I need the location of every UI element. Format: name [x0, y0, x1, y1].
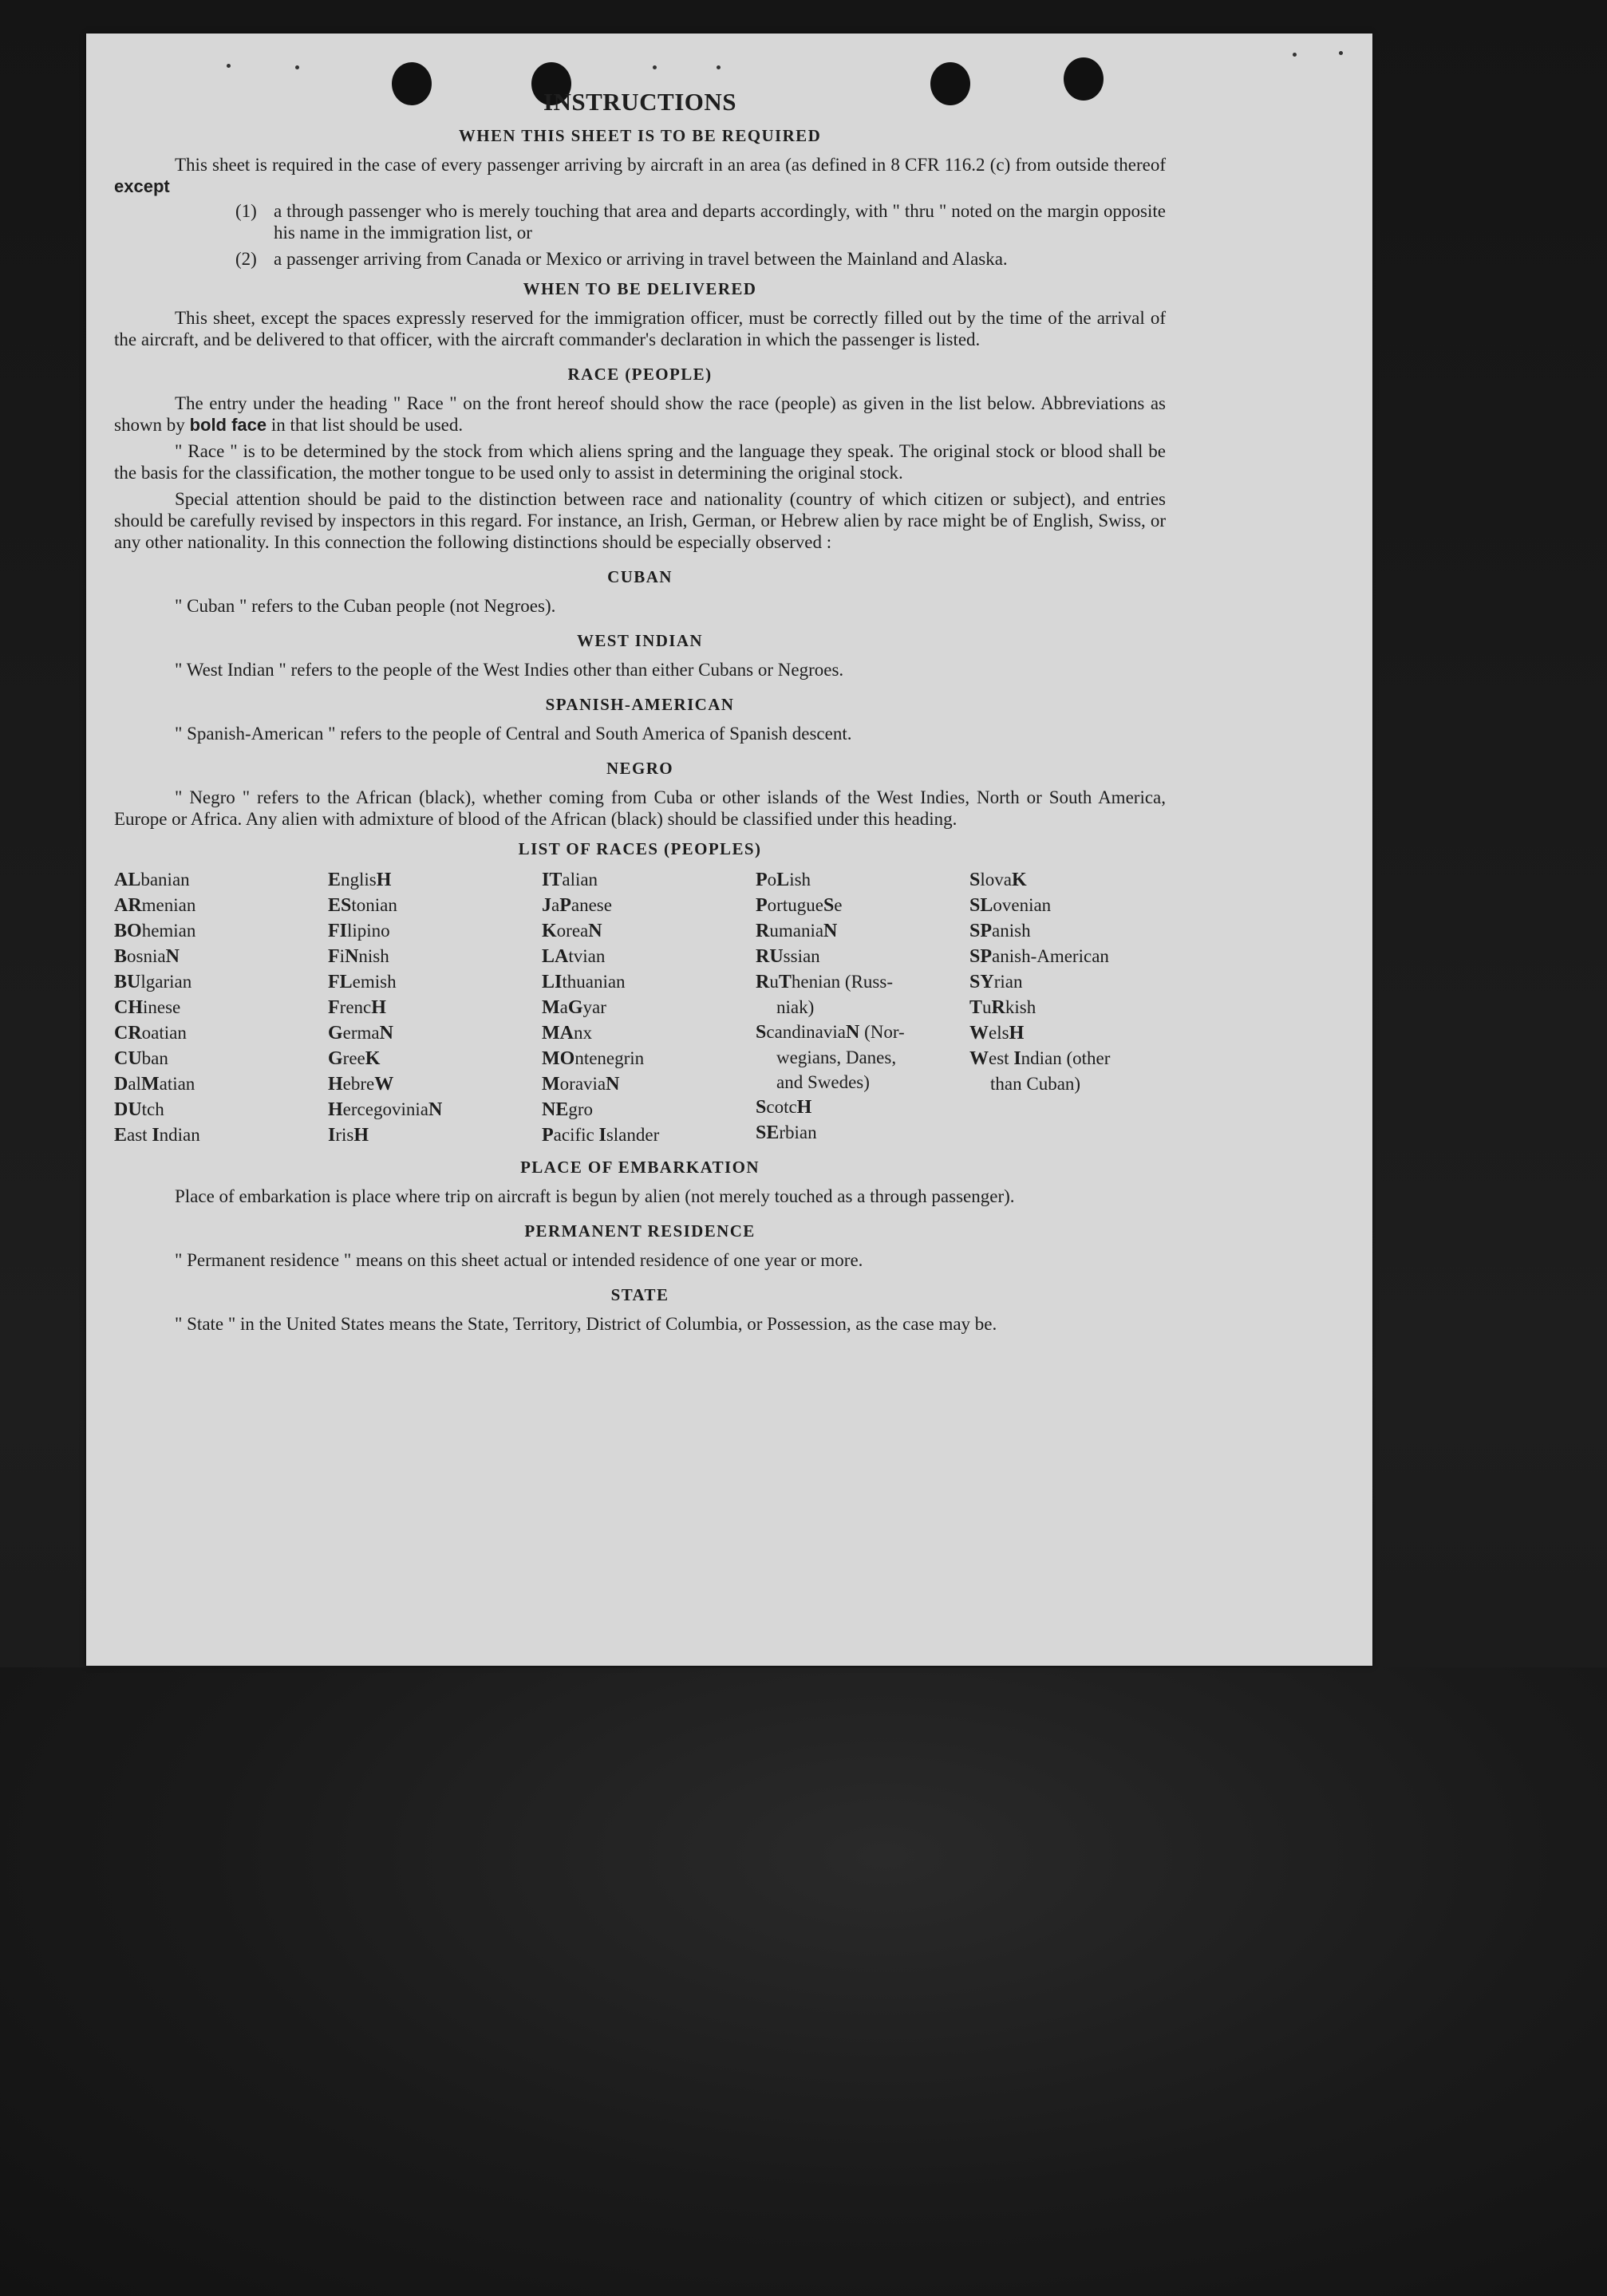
race-entry — [114, 893, 328, 918]
race-abbrev-letters: N — [588, 921, 602, 941]
race-abbrev-letters: S — [823, 895, 835, 916]
race-abbrev-letters: SP — [969, 946, 993, 967]
race-entry — [542, 867, 756, 893]
race-abbrev-letters: K — [1011, 870, 1027, 890]
race-name-part: atian — [159, 1074, 195, 1094]
race-abbrev-letters: CR — [114, 1023, 142, 1043]
race-abbrev-letters: H — [1009, 1023, 1025, 1043]
when-delivered-text: This sheet, except the spaces expressly reserved for the immigration officer, must be correctly filled out by the time of the arrival of the aircraft, and be delivered to that officer, with the aircraft commander's declaration in which the passenger is listed. — [114, 308, 1166, 349]
race-name-part: i — [339, 946, 345, 966]
race-entry — [756, 944, 969, 969]
race-entry — [328, 1046, 542, 1071]
race-entry — [969, 995, 1183, 1020]
race-name-part: lipino — [347, 921, 390, 941]
race-name-part: lova — [980, 870, 1012, 890]
race-name-part: slander — [606, 1125, 660, 1145]
race-name-part: els — [989, 1023, 1009, 1043]
state-text: " State " in the United States means the State, Territory, District of Columbia, or Possession, as the case may be. — [175, 1314, 997, 1334]
race-abbrev-letters: T — [778, 972, 792, 992]
scan-background-lower — [0, 1667, 1607, 2296]
race-entry — [114, 995, 328, 1020]
race-entry — [114, 918, 328, 944]
race-name-part: cotc — [766, 1097, 797, 1117]
heading-place-of-embarkation: PLACE OF EMBARKATION — [520, 1158, 760, 1177]
race-abbrev-letters: I — [328, 1125, 336, 1146]
item-text: a through passenger who is merely touching that area and departs accordingly, with " thru " noted on the margin opposite his name in the immigration list, or — [274, 201, 1166, 243]
race-abbrev-letters: B — [114, 946, 128, 967]
race-entry — [328, 944, 542, 969]
instructions-content — [114, 88, 1166, 1335]
race-abbrev-letters: P — [542, 1125, 554, 1146]
race-name-part: nglis — [341, 870, 377, 890]
race-name-part: orea — [556, 921, 589, 941]
race-name-part: ovenian — [993, 895, 1052, 915]
race-name-part: erma — [342, 1023, 380, 1043]
race-name-part: o — [767, 870, 777, 890]
race-name-part: menian — [141, 895, 196, 915]
race-abbrev-letters: AR — [114, 895, 142, 916]
spanish-american-text: " Spanish-American " refers to the people of Central and South America of Spanish descent. — [175, 724, 852, 744]
race-name-part: ish — [789, 870, 811, 890]
race-abbrev-letters: FI — [328, 921, 347, 941]
race-name-part: ssian — [783, 946, 820, 966]
race-name-part: ndian (other — [1021, 1048, 1111, 1068]
race-paragraph-1 — [114, 393, 1166, 436]
race-entry — [114, 1071, 328, 1097]
bold-face-term: bold face — [189, 415, 267, 435]
race-name-part: anish — [992, 921, 1031, 941]
except-word: except — [114, 176, 170, 196]
race-name-part: ntenegrin — [574, 1048, 645, 1068]
speck-mark — [717, 65, 721, 69]
west-indian-text: " West Indian " refers to the people of the West Indies other than either Cubans or Negroes. — [175, 660, 844, 680]
race-abbrev-letters: CU — [114, 1048, 142, 1069]
race-entry — [114, 1122, 328, 1148]
race-name-part: lgarian — [140, 972, 192, 992]
race-name-part: banian — [140, 870, 190, 890]
race-abbrev-letters: W — [969, 1048, 989, 1069]
race-name-part: acific — [553, 1125, 599, 1145]
race-abbrev-letters: H — [371, 997, 386, 1018]
race-name-part: yar — [582, 997, 606, 1017]
race-entry — [328, 1097, 542, 1122]
race-column — [542, 867, 756, 1148]
race-entry — [969, 918, 1183, 944]
race-name-part: ercegovinia — [342, 1099, 428, 1119]
race-abbrev-letters: G — [567, 997, 583, 1018]
race-entry — [328, 893, 542, 918]
speck-mark — [1339, 51, 1343, 55]
race-name-part: anish-American — [992, 946, 1109, 966]
race-abbrev-letters: H — [796, 1097, 812, 1118]
race-abbrev-letters: NE — [542, 1099, 569, 1120]
race-abbrev-letters: BO — [114, 921, 142, 941]
place-of-embarkation-text: Place of embarkation is place where trip on aircraft is begun by alien (not merely touched as a through passenger). — [175, 1186, 1015, 1206]
race-name-part: candinavia — [766, 1022, 846, 1042]
race-abbrev-letters: P — [559, 895, 571, 916]
race-entry — [969, 969, 1183, 995]
race-column — [969, 867, 1183, 1148]
race-name-part: ndian — [159, 1125, 200, 1145]
race-abbrev-letters: T — [969, 997, 983, 1018]
race-name-part: oatian — [141, 1023, 187, 1043]
race-abbrev-letters: RU — [756, 946, 784, 967]
race-entry — [542, 1071, 756, 1097]
race-entry — [114, 1046, 328, 1071]
race-name-part: est — [989, 1048, 1014, 1068]
race-abbrev-letters: J — [542, 895, 551, 916]
race-abbrev-letters: DU — [114, 1099, 142, 1120]
race-abbrev-letters: SP — [969, 921, 993, 941]
heading-west-indian: WEST INDIAN — [577, 631, 703, 650]
race-entry — [114, 867, 328, 893]
race-name-part: ortugue — [767, 895, 823, 915]
race-entry — [542, 1020, 756, 1046]
race-entry — [756, 867, 969, 893]
race-entry — [969, 1020, 1183, 1046]
race-entry — [756, 893, 969, 918]
race-abbrev-letters: E — [114, 1125, 128, 1146]
race-entry — [969, 1046, 1183, 1071]
race-name-part: ris — [335, 1125, 354, 1145]
race-abbrev-letters: S — [756, 1022, 767, 1043]
exception-list — [114, 200, 1166, 270]
race-continuation: than Cuban) — [990, 1074, 1081, 1094]
race-name-part: henian (Russ- — [791, 972, 893, 992]
race-entry — [328, 969, 542, 995]
race-entry — [542, 1097, 756, 1122]
race-entry — [969, 867, 1183, 893]
race-entry — [756, 918, 969, 944]
race-name-part: rbian — [779, 1122, 817, 1142]
race-entry — [114, 1097, 328, 1122]
race-name-part: a — [559, 997, 568, 1017]
heading-when-delivered: WHEN TO BE DELIVERED — [523, 279, 757, 298]
race-abbrev-letters: G — [328, 1048, 343, 1069]
race-name-part: (Nor- — [859, 1022, 905, 1042]
race-abbrev-letters: W — [969, 1023, 989, 1043]
speck-mark — [1293, 53, 1297, 57]
cuban-text: " Cuban " refers to the Cuban people (not Negroes). — [175, 596, 556, 616]
race-name-part: tonian — [351, 895, 397, 915]
race-abbrev-letters: G — [328, 1023, 343, 1043]
race-abbrev-letters: MA — [542, 1023, 574, 1043]
race-abbrev-letters: P — [756, 870, 768, 890]
race-name-part: ebre — [342, 1074, 375, 1094]
page-title: INSTRUCTIONS — [543, 88, 736, 116]
race-abbrev-letters: N — [845, 1022, 860, 1043]
permanent-residence-text: " Permanent residence " means on this sheet actual or intended residence of one year or more. — [175, 1250, 863, 1270]
race-abbrev-letters: K — [542, 921, 557, 941]
race-name-part: e — [834, 895, 843, 915]
race-abbrev-letters: N — [823, 921, 838, 941]
intro-text: This sheet is required in the case of every passenger arriving by aircraft in an area (as defined in 8 CFR 116.2 (c) from outside thereof — [175, 155, 1166, 175]
race-abbrev-letters: N — [606, 1074, 620, 1095]
races-list — [114, 867, 1166, 1148]
race-abbrev-letters: H — [328, 1074, 343, 1095]
race-paragraph-3: Special attention should be paid to the distinction between race and nationality (country of which citizen or subject), and entries should be carefully revised by inspectors in this regard. For instance, an Irish, German, or Hebrew alien by race might be of English, Swiss, or any other nationality. In this connection the following distinctions should be especially observed : — [114, 489, 1166, 552]
race-entry — [542, 944, 756, 969]
heading-permanent-residence: PERMANENT RESIDENCE — [524, 1221, 756, 1241]
race-abbrev-letters: SL — [969, 895, 993, 916]
heading-spanish-american: SPANISH-AMERICAN — [545, 695, 735, 714]
item-number: (2) — [235, 249, 257, 269]
race-abbrev-letters: M — [542, 1074, 560, 1095]
race-name-part: emish — [352, 972, 397, 992]
race-entry — [328, 1071, 542, 1097]
race-continuation: niak) — [776, 997, 815, 1017]
race-name-part: tch — [141, 1099, 164, 1119]
race-abbrev-letters: F — [328, 946, 340, 967]
race-abbrev-letters: F — [328, 997, 340, 1018]
race-name-part: nx — [573, 1023, 592, 1043]
race-entry — [542, 969, 756, 995]
speck-mark — [295, 65, 299, 69]
heading-cuban: CUBAN — [607, 567, 673, 586]
race-name-part: rian — [993, 972, 1023, 992]
race-abbrev-letters: I — [152, 1125, 160, 1146]
race-entry — [542, 918, 756, 944]
race-name-part: osnia — [127, 946, 166, 966]
heading-race: RACE (PEOPLE) — [567, 365, 713, 384]
race-abbrev-letters: CH — [114, 997, 143, 1018]
race-abbrev-letters: M — [542, 997, 560, 1018]
race-column — [114, 867, 328, 1148]
race-abbrev-letters: BU — [114, 972, 141, 992]
race-abbrev-letters: I — [1013, 1048, 1021, 1069]
exception-item — [235, 248, 1166, 270]
race-entry — [114, 944, 328, 969]
race-entry — [328, 995, 542, 1020]
speck-mark — [653, 65, 657, 69]
race-name-part: ree — [342, 1048, 365, 1068]
race-p1-before: The entry under the heading " Race " on the front hereof should show the race (people) as given in the list below. Abbreviations as shown by — [114, 393, 1166, 435]
race-abbrev-letters: P — [756, 895, 768, 916]
race-p1-after: in that list should be used. — [270, 415, 464, 435]
race-abbrev-letters: ES — [328, 895, 352, 916]
race-abbrev-letters: K — [365, 1048, 381, 1069]
race-abbrev-letters: E — [328, 870, 342, 890]
race-abbrev-letters: FL — [328, 972, 353, 992]
race-abbrev-letters: AL — [114, 870, 141, 890]
race-abbrev-letters: LI — [542, 972, 563, 992]
speck-mark — [227, 64, 231, 68]
heading-negro: NEGRO — [606, 759, 673, 778]
race-entry — [542, 1122, 756, 1148]
exception-item — [235, 200, 1166, 243]
race-entry — [756, 1045, 969, 1070]
race-abbrev-letters: S — [969, 870, 981, 890]
race-abbrev-letters: H — [376, 870, 392, 890]
race-continuation: and Swedes) — [776, 1072, 870, 1092]
item-text: a passenger arriving from Canada or Mexico or arriving in travel between the Mainland and Alaska. — [274, 249, 1008, 269]
race-abbrev-letters: N — [379, 1023, 393, 1043]
race-entry — [542, 995, 756, 1020]
race-entry — [328, 1020, 542, 1046]
race-entry — [328, 867, 542, 893]
race-entry — [756, 969, 969, 995]
race-entry — [542, 893, 756, 918]
race-abbrev-letters: H — [328, 1099, 343, 1120]
race-name-part: inese — [143, 997, 181, 1017]
race-column — [328, 867, 542, 1148]
race-entry — [756, 1070, 969, 1095]
race-name-part: gro — [568, 1099, 594, 1119]
race-name-part: u — [982, 997, 992, 1017]
race-entry — [328, 918, 542, 944]
race-abbrev-letters: W — [374, 1074, 394, 1095]
race-abbrev-letters: N — [428, 1099, 443, 1120]
race-entry — [542, 1046, 756, 1071]
race-abbrev-letters: H — [353, 1125, 369, 1146]
race-name-part: umania — [769, 921, 824, 941]
race-abbrev-letters: MO — [542, 1048, 575, 1069]
race-abbrev-letters: LA — [542, 946, 569, 967]
race-name-part: thuanian — [562, 972, 626, 992]
race-abbrev-letters: R — [756, 921, 770, 941]
race-entry — [969, 893, 1183, 918]
race-abbrev-letters: R — [991, 997, 1005, 1018]
race-abbrev-letters: SE — [756, 1122, 780, 1143]
race-name-part: ast — [127, 1125, 152, 1145]
race-entry — [114, 969, 328, 995]
race-name-part: ban — [141, 1048, 168, 1068]
race-name-part: al — [128, 1074, 141, 1094]
race-name-part: alian — [562, 870, 598, 890]
race-abbrev-letters: IT — [542, 870, 563, 890]
heading-list-of-races: LIST OF RACES (PEOPLES) — [518, 839, 762, 858]
race-entry — [114, 1020, 328, 1046]
race-name-part: renc — [339, 997, 372, 1017]
race-entry — [756, 1095, 969, 1120]
race-abbrev-letters: S — [756, 1097, 767, 1118]
race-name-part: u — [769, 972, 779, 992]
when-required-intro — [114, 154, 1166, 197]
heading-when-required: WHEN THIS SHEET IS TO BE REQUIRED — [458, 126, 822, 145]
race-entry — [969, 1071, 1183, 1096]
race-name-part: oravia — [559, 1074, 606, 1094]
race-abbrev-letters: SY — [969, 972, 994, 992]
race-abbrev-letters: N — [165, 946, 180, 967]
race-name-part: anese — [571, 895, 612, 915]
race-entry — [969, 944, 1183, 969]
heading-state: STATE — [610, 1285, 669, 1304]
race-name-part: hemian — [141, 921, 196, 941]
negro-text: " Negro " refers to the African (black), whether coming from Cuba or other islands of the West Indies, North or South America, Europe or Africa. Any alien with admixture of blood of the African (black) should be classified under this heading. — [114, 787, 1166, 829]
race-abbrev-letters: M — [140, 1074, 160, 1095]
race-entry — [756, 1120, 969, 1146]
race-entry — [328, 1122, 542, 1148]
race-entry — [756, 1020, 969, 1045]
race-paragraph-2: " Race " is to be determined by the stock from which aliens spring and the language they speak. The original stock or blood shall be the basis for the classification, the mother tongue to be used only to assist in determining the original stock. — [114, 441, 1166, 483]
race-name-part: kish — [1005, 997, 1036, 1017]
race-abbrev-letters: D — [114, 1074, 128, 1095]
item-number: (1) — [235, 201, 257, 221]
race-continuation: wegians, Danes, — [776, 1047, 897, 1067]
race-name-part: nish — [358, 946, 389, 966]
race-abbrev-letters: I — [598, 1125, 606, 1146]
race-entry — [756, 995, 969, 1020]
race-abbrev-letters: L — [776, 870, 790, 890]
race-abbrev-letters: R — [756, 972, 770, 992]
race-abbrev-letters: N — [345, 946, 359, 967]
race-column — [756, 867, 969, 1148]
race-name-part: a — [551, 895, 560, 915]
race-name-part: tvian — [568, 946, 606, 966]
